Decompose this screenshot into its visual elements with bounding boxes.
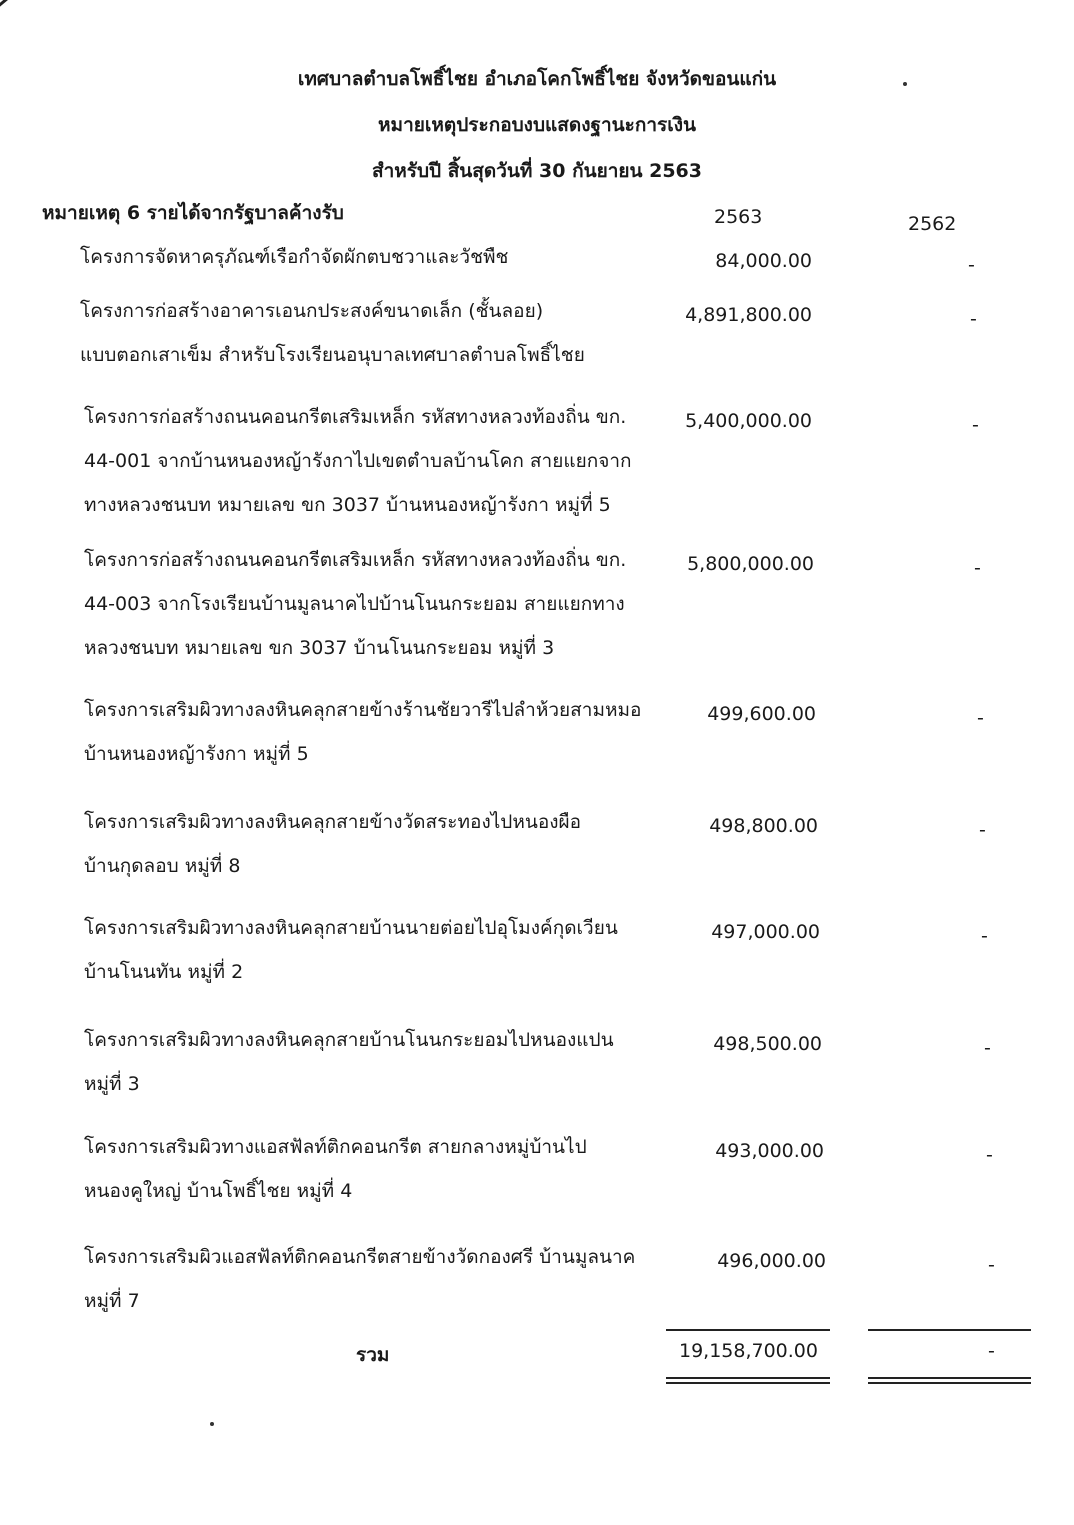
item-description-line: บ้านโนนทัน หมู่ที่ 2 — [84, 961, 244, 983]
item-amount-current: 498,800.00 — [709, 815, 818, 837]
item-description-line: โครงการเสริมผิวทางลงหินคลุกสายบ้านโนนกระยอมไปหนองแปน — [84, 1029, 614, 1051]
item-amount-current: 497,000.00 — [711, 921, 820, 943]
header-line-3: สำหรับปี สิ้นสุดวันที่ 30 กันยายน 2563 — [371, 160, 702, 182]
item-amount-current: 498,500.00 — [713, 1033, 822, 1055]
item-description-line: แบบตอกเสาเข็ม สำหรับโรงเรียนอนุบาลเทศบาลตำบลโพธิ์ไชย — [80, 344, 585, 366]
scan-speck — [210, 1422, 214, 1426]
item-amount-prior: - — [988, 1254, 995, 1276]
item-amount-prior: - — [981, 925, 988, 947]
total-double-rule-prior-1 — [868, 1377, 1031, 1379]
total-prior-amount: - — [988, 1340, 995, 1362]
item-description-line: หมู่ที่ 3 — [84, 1073, 140, 1095]
item-description-line: โครงการเสริมผิวทางลงหินคลุกสายข้างร้านชัยวารีไปลำห้วยสามหมอ — [84, 699, 642, 721]
item-description-line: โครงการก่อสร้างถนนคอนกรีตเสริมเหล็ก รหัสทางหลวงท้องถิ่น ขก. — [84, 549, 627, 571]
item-description-line: บ้านหนองหญ้ารังกา หมู่ที่ 5 — [84, 743, 309, 765]
item-amount-prior: - — [968, 254, 975, 276]
item-description-line: 44-003 จากโรงเรียนบ้านมูลนาคไปบ้านโนนกระยอม สายแยกทาง — [84, 593, 625, 615]
year-prior: 2562 — [908, 213, 957, 235]
item-amount-prior: - — [974, 557, 981, 579]
item-amount-current: 5,400,000.00 — [685, 410, 812, 432]
total-rule-top-prior — [868, 1329, 1031, 1331]
total-double-rule-prior-2 — [868, 1382, 1031, 1384]
item-description-line: หนองคูใหญ่ บ้านโพธิ์ไชย หมู่ที่ 4 — [84, 1180, 353, 1202]
item-description-line: โครงการเสริมผิวทางลงหินคลุกสายบ้านนายต่อยไปอุโมงค์กุดเวียน — [84, 917, 618, 939]
total-label: รวม — [356, 1344, 390, 1366]
item-description-line: หลวงชนบท หมายเลข ขก 3037 บ้านโนนกระยอม หมู่ที่ 3 — [84, 637, 555, 659]
item-amount-current: 84,000.00 — [715, 250, 812, 272]
item-description-line: 44-001 จากบ้านหนองหญ้ารังกาไปเขตตำบลบ้านโคก สายแยกจาก — [84, 450, 632, 472]
item-description-line: บ้านกุดลอบ หมู่ที่ 8 — [84, 855, 241, 877]
item-amount-prior: - — [977, 707, 984, 729]
item-amount-current: 493,000.00 — [715, 1140, 824, 1162]
scan-speck — [903, 82, 907, 86]
item-amount-current: 4,891,800.00 — [685, 304, 812, 326]
item-amount-current: 496,000.00 — [717, 1250, 826, 1272]
item-amount-prior: - — [984, 1037, 991, 1059]
item-description-line: โครงการจัดหาครุภัณฑ์เรือกำจัดผักตบชวาและวัชพืช — [80, 246, 509, 268]
item-amount-current: 5,800,000.00 — [687, 553, 814, 575]
item-description-line: โครงการเสริมผิวทางลงหินคลุกสายข้างวัดสระทองไปหนองผือ — [84, 811, 582, 833]
total-double-rule-current-1 — [666, 1377, 830, 1379]
item-description-line: โครงการเสริมผิวแอสฟัลท์ติกคอนกรีตสายข้างวัดกองศรี บ้านมูลนาค — [84, 1246, 636, 1268]
item-description-line: โครงการก่อสร้างถนนคอนกรีตเสริมเหล็ก รหัสทางหลวงท้องถิ่น ขก. — [84, 406, 627, 428]
item-amount-current: 499,600.00 — [707, 703, 816, 725]
item-amount-prior: - — [979, 819, 986, 841]
note-title: หมายเหตุ 6 รายได้จากรัฐบาลค้างรับ — [42, 202, 344, 224]
total-amount: 19,158,700.00 — [678, 1340, 818, 1362]
total-rule-top-current — [666, 1329, 830, 1331]
item-description-line: โครงการเสริมผิวทางแอสฟัลท์ติกคอนกรีต สายกลางหมู่บ้านไป — [84, 1136, 587, 1158]
total-double-rule-current-2 — [666, 1382, 830, 1384]
item-description-line: โครงการก่อสร้างอาคารเอนกประสงค์ขนาดเล็ก (ชั้นลอย) — [80, 300, 544, 322]
item-amount-prior: - — [972, 414, 979, 436]
corner-mark — [0, 0, 65, 23]
item-amount-prior: - — [986, 1144, 993, 1166]
header-line-1: เทศบาลตำบลโพธิ์ไชย อำเภอโคกโพธิ์ไชย จังหวัดขอนแก่น — [297, 68, 777, 90]
item-amount-prior: - — [970, 308, 977, 330]
header-line-2: หมายเหตุประกอบงบแสดงฐานะการเงิน — [378, 114, 696, 136]
item-description-line: ทางหลวงชนบท หมายเลข ขก 3037 บ้านหนองหญ้ารังกา หมู่ที่ 5 — [84, 494, 611, 516]
item-description-line: หมู่ที่ 7 — [84, 1290, 140, 1312]
year-current: 2563 — [714, 206, 763, 228]
